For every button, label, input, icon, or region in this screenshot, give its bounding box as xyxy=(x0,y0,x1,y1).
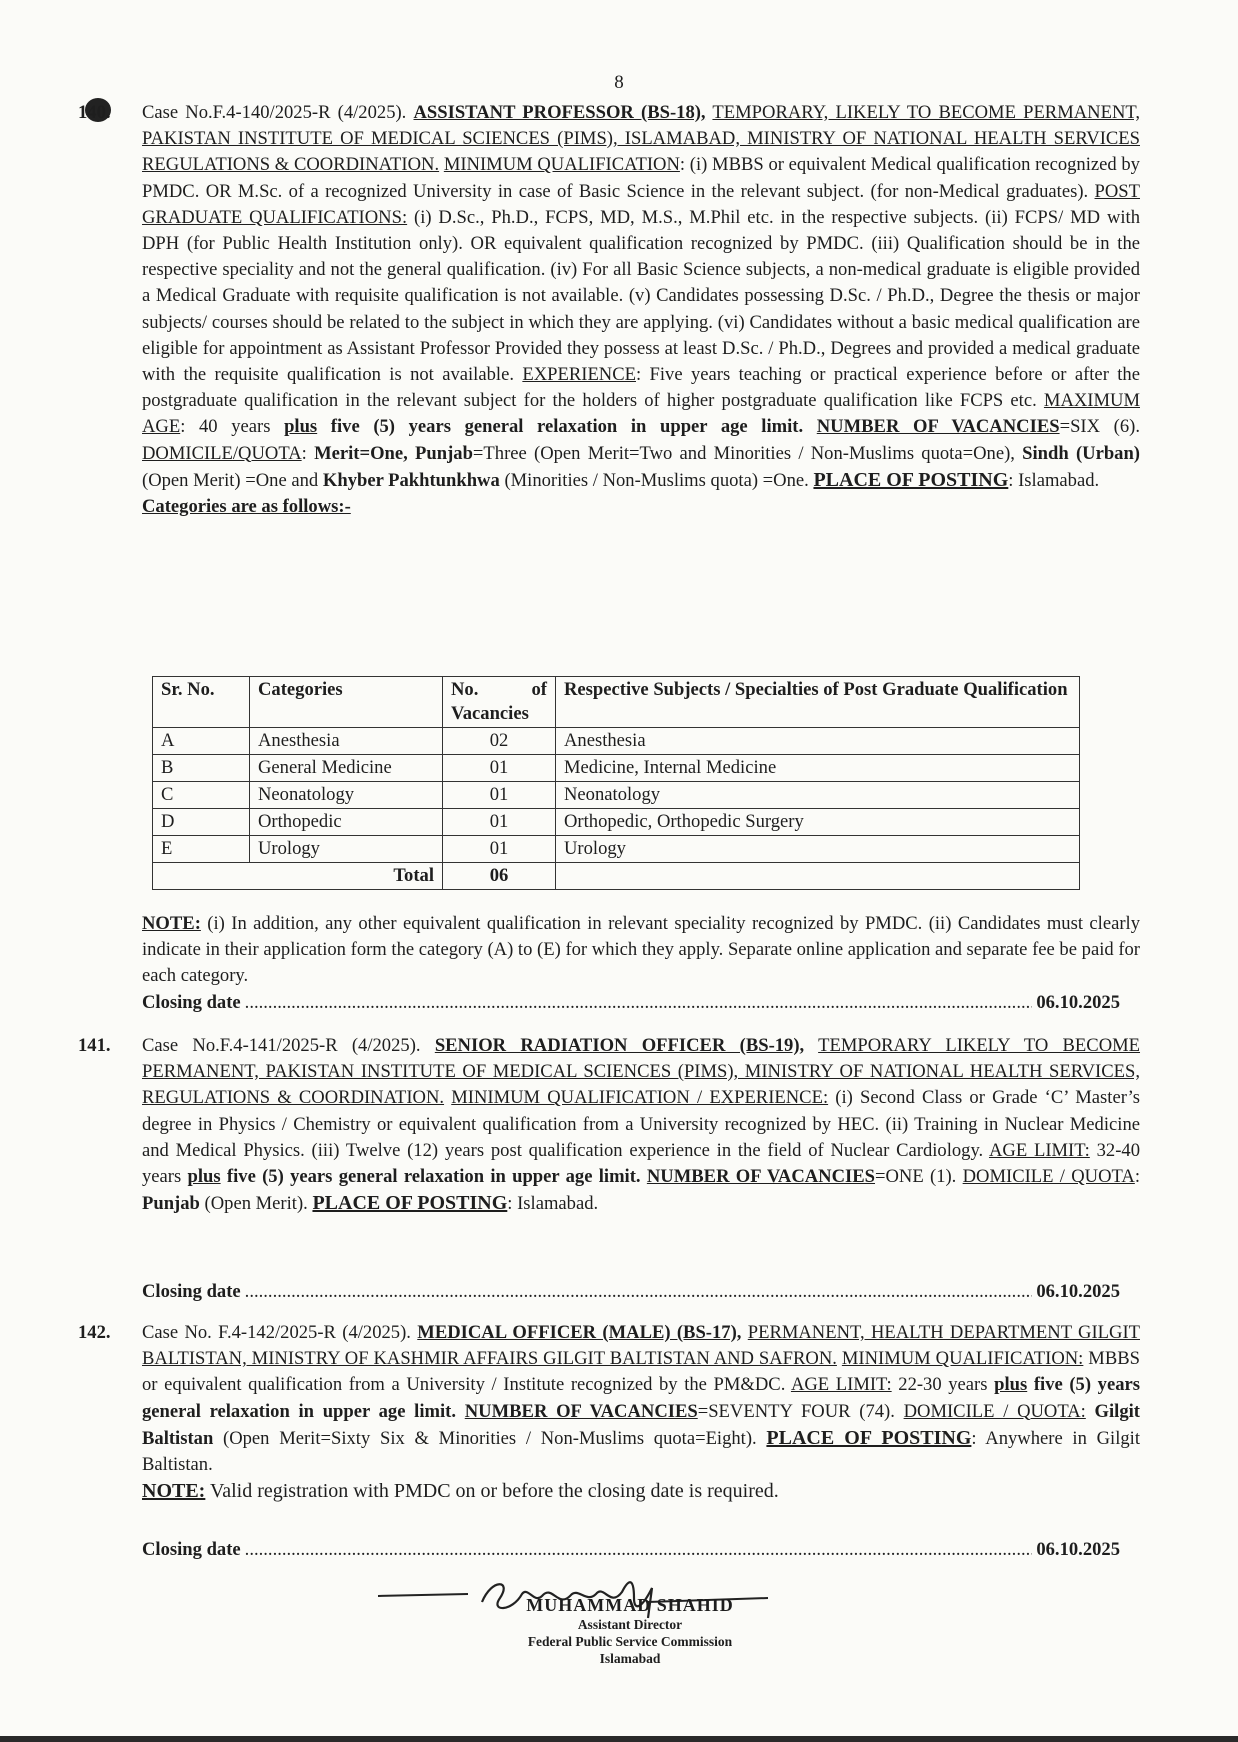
signatory-organization: Federal Public Service Commission xyxy=(527,1634,733,1649)
vacancies-text: =SEVENTY FOUR (74). xyxy=(697,1400,895,1422)
plus-word: plus xyxy=(187,1166,221,1188)
categories-heading: Categories are as follows:- xyxy=(142,496,351,518)
post-title: ASSISTANT PROFESSOR (BS-18), xyxy=(413,102,706,123)
min-qual-text: : (i) MBBS or equivalent Medical qualification recognized by PMDC. OR M.Sc. of a recognized University in case of Basic Science in the relevant subject. (for non-Medical graduates). xyxy=(142,154,1140,202)
pg-qual-text: (i) D.Sc., Ph.D., FCPS, MD, M.S., M.Phil etc. in the respective subjects. (ii) FCPS/ MD with DPH (for Public Health Institution only). OR equivalent qualification recognized by PMDC. (iii) Qualification should be in the respective speciality and not the general qualification. (iv) For all Basic Science subjects, a non-medical graduate is eligible provided a Medical Graduate with requisite qualification is not available. (v) Candidates possessing D.Sc. / Ph.D., Degree the thesis or major subjects/ courses should be related to the subject in which they are applying. (vi) Candidates without a basic medical qualification are eligible for appointment as Assistant Professor Provided they possess at least D.Sc. / Ph.D., Degrees and provided a medical graduate with the requisite qualification is not available. xyxy=(142,206,1140,386)
min-qual-label: MINIMUM QUALIFICATION: xyxy=(841,1348,1084,1370)
table-cell: Anesthesia xyxy=(556,728,1080,755)
leader-dots xyxy=(245,992,1033,1014)
table-cell: B xyxy=(153,755,250,782)
table-row xyxy=(153,728,1080,755)
domicile-gb: Gilgit Baltistan xyxy=(142,1400,1140,1449)
experience-label: EXPERIENCE xyxy=(522,364,636,386)
relaxation-text: five (5) years general relaxation in upper age limit. xyxy=(330,416,804,438)
table-row xyxy=(153,755,1080,782)
closing-date: 06.10.2025 xyxy=(1036,1539,1120,1560)
domicile-kp-value: (Minorities / Non-Muslims quota) =One. xyxy=(504,469,809,491)
closing-date: 06.10.2025 xyxy=(1036,992,1120,1013)
post-description: PERMANENT, HEALTH DEPARTMENT GILGIT BALTISTAN, MINISTRY OF KASHMIR AFFAIRS GILGIT BALTISTAN AND SAFRON. xyxy=(142,1322,1140,1370)
table-cell: E xyxy=(153,836,250,863)
posting-label: PLACE OF POSTING xyxy=(766,1426,972,1449)
domicile-colon: : xyxy=(301,442,307,464)
case-ref: Case No.F.4-140/2025-R (4/2025). xyxy=(142,102,407,123)
domicile-kp: Khyber Pakhtunkhwa xyxy=(322,469,500,491)
plus-word: plus xyxy=(284,416,318,438)
domicile-punjab-value: =Three (Open Merit=Two and Minorities / Non-Muslims quota=One), xyxy=(472,442,1015,464)
domicile-merit-value: =One, xyxy=(359,442,408,464)
case-142-body xyxy=(142,1320,1140,1505)
domicile-label: DOMICILE/QUOTA xyxy=(142,442,302,464)
domicile-gb-value: (Open Merit=Sixty Six & Minorities / Non-Muslims quota=Eight). xyxy=(223,1427,757,1449)
table-cell: 01 xyxy=(443,782,556,809)
post-description: TEMPORARY LIKELY TO BECOME PERMANENT, PAKISTAN INSTITUTE OF MEDICAL SCIENCES (PIMS), MINISTRY OF NATIONAL HEALTH SERVICES, REGULATIONS & COORDINATION. xyxy=(142,1035,1141,1109)
categories-table xyxy=(152,676,1080,890)
closing-date: 06.10.2025 xyxy=(1036,1281,1120,1302)
vacancies-label: NUMBER OF VACANCIES xyxy=(816,416,1060,438)
table-row xyxy=(153,836,1080,863)
table-cell: General Medicine xyxy=(250,755,443,782)
table-header: No. of Vacancies xyxy=(443,677,556,728)
total-label: Total xyxy=(153,863,443,890)
table-cell: Medicine, Internal Medicine xyxy=(556,755,1080,782)
age-label: AGE LIMIT: xyxy=(988,1139,1090,1161)
case-141-body xyxy=(142,1033,1140,1217)
age-label: MAXIMUM AGE xyxy=(142,390,1140,438)
domicile-label: DOMICILE / QUOTA: xyxy=(903,1400,1086,1422)
table-header-row xyxy=(153,677,1080,728)
posting-text: : Islamabad. xyxy=(507,1193,599,1215)
case-number: 141. xyxy=(78,1035,111,1056)
closing-date-line xyxy=(142,1281,1120,1303)
vacancies-text: =SIX (6). xyxy=(1059,416,1140,438)
note-label: NOTE: xyxy=(142,913,201,934)
domicile-punjab: Punjab xyxy=(142,1193,200,1215)
post-description: TEMPORARY, LIKELY TO BECOME PERMANENT, PAKISTAN INSTITUTE OF MEDICAL SCIENCES (PIMS), ISLAMABAD, MINISTRY OF NATIONAL HEALTH SERVICES REGULATIONS & COORDINATION. xyxy=(142,102,1141,176)
table-row xyxy=(153,782,1080,809)
table-cell: Orthopedic, Orthopedic Surgery xyxy=(556,809,1080,836)
case-number: 140. xyxy=(78,102,111,123)
post-title: SENIOR RADIATION OFFICER (BS-19), xyxy=(434,1035,805,1056)
pg-qual-label: POST GRADUATE QUALIFICATIONS: xyxy=(142,180,1140,228)
domicile-punjab: Punjab xyxy=(415,442,473,464)
leader-dots xyxy=(245,1281,1033,1303)
relaxation-text: five (5) years general relaxation in upper age limit. xyxy=(142,1374,1140,1422)
domicile-label: DOMICILE / QUOTA xyxy=(962,1166,1135,1188)
table-header: Respective Subjects / Specialties of Post Graduate Qualification xyxy=(556,677,1080,728)
signatory-name: MUHAMMAD SHAHID xyxy=(526,1595,734,1615)
posting-text: : Anywhere in Gilgit Baltistan. xyxy=(142,1427,1140,1476)
table-total-row xyxy=(153,863,1080,890)
signatory-title: Assistant Director xyxy=(577,1617,683,1632)
min-qual-label: MINIMUM QUALIFICATION xyxy=(443,154,680,176)
table-cell: Orthopedic xyxy=(250,809,443,836)
case-ref: Case No.F.4-141/2025-R (4/2025). xyxy=(142,1035,421,1056)
closing-label: Closing date xyxy=(142,992,241,1013)
table-cell: 02 xyxy=(443,728,556,755)
closing-label: Closing date xyxy=(142,1281,241,1302)
vacancies-label: NUMBER OF VACANCIES xyxy=(646,1166,876,1188)
min-qual-text: (i) Second Class or Grade ‘C’ Master’s degree in Physics / Chemistry or equivalent qualification from a University recognized by HEC. (ii) Training in Nuclear Medicine and Medical Physics. (iii) Twelve (12) years post qualification experience in the field of Nuclear Cardiology. xyxy=(142,1087,1140,1161)
vacancies-text: =ONE (1). xyxy=(875,1166,957,1188)
domicile-punjab-value: (Open Merit). xyxy=(204,1193,308,1215)
table-cell: Neonatology xyxy=(250,782,443,809)
domicile-sindh: Sindh (Urban) xyxy=(1022,442,1140,464)
post-title: MEDICAL OFFICER (MALE) (BS-17), xyxy=(417,1322,742,1343)
signatory-city: Islamabad xyxy=(599,1651,661,1666)
note-text: Valid registration with PMDC on or before the closing date is required. xyxy=(210,1480,779,1503)
table-cell: Anesthesia xyxy=(250,728,443,755)
age-text: 22-30 years xyxy=(898,1374,988,1396)
closing-date-line xyxy=(142,1539,1120,1561)
experience-text: : Five years teaching or practical experience before or after the postgraduate qualification in the relevant subject for the holders of higher postgraduate qualification like FCPS etc. xyxy=(142,364,1140,412)
note-label: NOTE: xyxy=(142,1480,206,1503)
age-text: : 40 years xyxy=(180,416,271,438)
closing-label: Closing date xyxy=(142,1539,241,1560)
table-row xyxy=(153,809,1080,836)
posting-label: PLACE OF POSTING xyxy=(813,468,1009,491)
signature-block xyxy=(420,1595,840,1667)
table-cell: Urology xyxy=(556,836,1080,863)
note-text: (i) In addition, any other equivalent qualification in relevant speciality recognized by PMDC. (ii) Candidates must clearly indicate in their application form the category (A) to (E) for which they apply. Separate online application and separate fee be paid for each category. xyxy=(142,913,1140,987)
table-header: Categories xyxy=(250,677,443,728)
case-number: 142. xyxy=(78,1322,111,1343)
case-ref: Case No. F.4-142/2025-R (4/2025). xyxy=(142,1322,411,1343)
table-header: Sr. No. xyxy=(153,677,250,728)
age-text: 32-40 years xyxy=(142,1139,1140,1188)
table-cell: 01 xyxy=(443,755,556,782)
total-value: 06 xyxy=(443,863,556,890)
leader-dots xyxy=(245,1539,1033,1561)
table-cell: A xyxy=(153,728,250,755)
age-label: AGE LIMIT: xyxy=(790,1374,892,1396)
table-cell: 01 xyxy=(443,836,556,863)
scan-edge-bar xyxy=(0,1736,1238,1742)
table-cell: C xyxy=(153,782,250,809)
vacancies-label: NUMBER OF VACANCIES xyxy=(464,1400,698,1422)
relaxation-text: five (5) years general relaxation in upper age limit. xyxy=(226,1166,641,1188)
table-cell: Neonatology xyxy=(556,782,1080,809)
case-140-note xyxy=(142,911,1140,990)
table-cell: D xyxy=(153,809,250,836)
posting-text: : Islamabad. xyxy=(1008,469,1100,491)
plus-word: plus xyxy=(994,1374,1028,1396)
domicile-merit: Merit xyxy=(314,442,360,464)
closing-date-line xyxy=(142,992,1120,1014)
table-cell xyxy=(556,863,1080,890)
table-cell: 01 xyxy=(443,809,556,836)
min-qual-label: MINIMUM QUALIFICATION / EXPERIENCE: xyxy=(451,1087,829,1109)
min-qual-text: MBBS or equivalent qualification from a University / Institute recognized by the PM&DC. xyxy=(142,1348,1140,1396)
page-number: 8 xyxy=(614,72,624,93)
table-cell: Urology xyxy=(250,836,443,863)
posting-label: PLACE OF POSTING xyxy=(312,1192,508,1215)
domicile-sindh-value: (Open Merit) =One and xyxy=(142,469,319,491)
domicile-colon: : xyxy=(1134,1166,1140,1188)
case-140-body xyxy=(142,100,1140,520)
